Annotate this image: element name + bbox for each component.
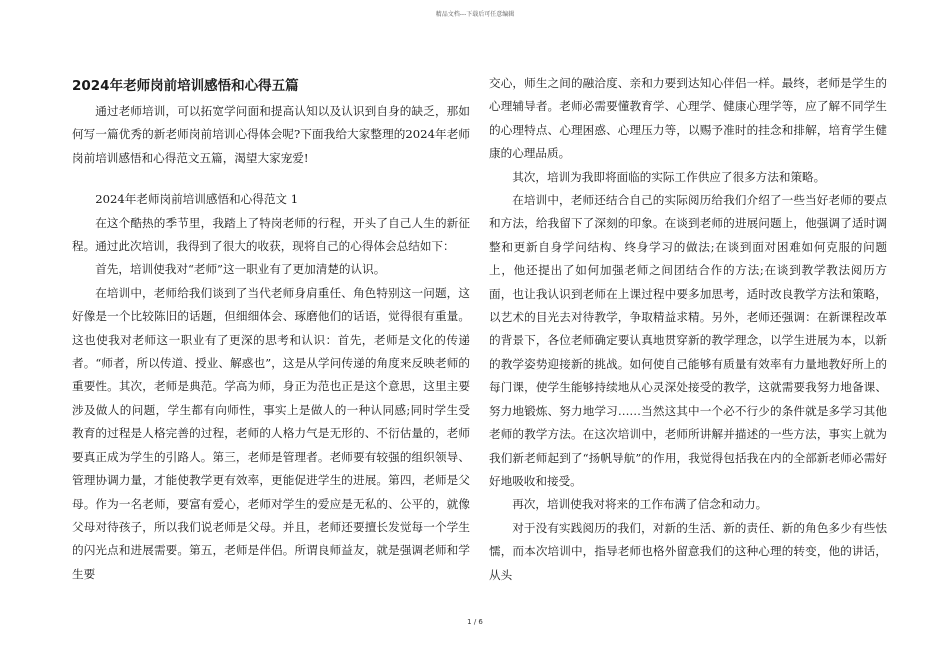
page-number: 1 / 6 bbox=[467, 618, 483, 626]
body-paragraph: 首先，培训使我对“老师”这一职业有了更加清楚的认识。 bbox=[95, 262, 386, 277]
body-paragraph: 对于没有实践阅历的我们，对新的生活、新的责任、新的角色多少有些怯懦，而本次培训中，指导老师也格外留意我们的这种心理的转变，他的讲话，从头 bbox=[489, 520, 887, 582]
intro-paragraph: 通过老师培训，可以拓宽学问面和提高认知以及认识到自身的缺乏，那如何写一篇优秀的新老师岗前培训心得体会呢?下面我给大家整理的2024年老师岗前培训感悟和心得范文五篇，渴望大家宠爱! bbox=[72, 104, 470, 165]
body-paragraph: 在这个酷热的季节里，我踏上了特岗老师的行程，开头了自己人生的新征程。通过此次培训，我得到了很大的收获，现将自己的心得体会总结如下： bbox=[72, 215, 470, 254]
document-title: 2024年老师岗前培训感悟和心得五篇 bbox=[72, 78, 299, 94]
body-paragraph: 其次，培训为我即将面临的实际工作供应了很多方法和策略。 bbox=[512, 169, 826, 184]
body-paragraph: 在培训中，老师还结合自己的实际阅历给我们介绍了一些当好老师的要点和方法，给我留下了深刻的印象。在谈到老师的进展问题上，他强调了适时调整和更新自身学问结构、终身学习的做法;在谈到面对困难如何克服的问题上，他还提出了如何加强老师之间团结合作的方法;在谈到教学教法阅历方面，也让我认识到老师在上课过程中要多加思考，适时改良教学方法和策略，以艺术的目光去对待教学，争取精益求精。另外，老师还强调：在新课程改革的背景下，各位老师确定要认真地贯穿新的教学理念，以学生进展为本，以新的教学姿势迎接新的挑战。如何使自己能够有质量有效率有力量地教好所上的每门课，使学生能够持续地从心灵深处接受的教学，这就需要我努力地备课、努力地锻炼、努力地学习……当然这其中一个必不行少的条件就是多学习其他老师的教学方法。在这次培训中，老师所讲解并描述的一些方法，事实上就为我们新老师起到了“扬帆导航”的作用，我觉得包括我在内的全部新老师必需好好地吸收和接受。 bbox=[489, 193, 887, 488]
body-paragraph: 在培训中，老师给我们谈到了当代老师身肩重任、角色特别这一问题，这好像是一个比较陈旧的话题，但细细体会、琢磨他们的话语，觉得很有重量。这也使我对老师这一职业有了更深的思考和认识：首先，老师是文化的传递者。“师者，所以传道、授业、解惑也”，这是从学问传递的角度来反映老师的重要性。其次，老师是典范。学高为师，身正为范也正是这个意思，这里主要涉及做人的问题，学生都有向师性，事实上是做人的一种认同感;同时学生受教育的过程是人格完善的过程，老师的人格力气是无形的、不衍估量的，老师要真正成为学生的引路人。第三，老师是管理者。老师要有较强的组织领导、管理协调力量，才能使教学更有效率，更能促进学生的进展。第四，老师是父母。作为一名老师，要富有爱心，老师对学生的爱应是无私的、公平的，就像父母对待孩子，所以我们说老师是父母。并且，老师还要擅长发觉每一个学生的闪光点和进展需要。第五，老师是伴侣。所谓良师益友，就是强调老师和学生要 bbox=[72, 285, 470, 581]
body-paragraph: 交心，师生之间的融洽度、亲和力要到达知心伴侣一样。最终，老师是学生的心理辅导者。老师必需要懂教育学、心理学、健康心理学等，应了解不同学生的心理特点、心理困惑、心理压力等，以赐予准时的挂念和排解，培育学生健康的心理品质。 bbox=[489, 76, 887, 161]
page-header: 精品文档---下载后可任意编辑 bbox=[435, 11, 515, 18]
left-column bbox=[72, 72, 470, 586]
right-column bbox=[489, 72, 887, 587]
section-subtitle: 2024年老师岗前培训感悟和心得范文 1 bbox=[95, 192, 299, 207]
body-paragraph: 再次，培训使我对将来的工作布满了信念和动力。 bbox=[512, 497, 768, 512]
